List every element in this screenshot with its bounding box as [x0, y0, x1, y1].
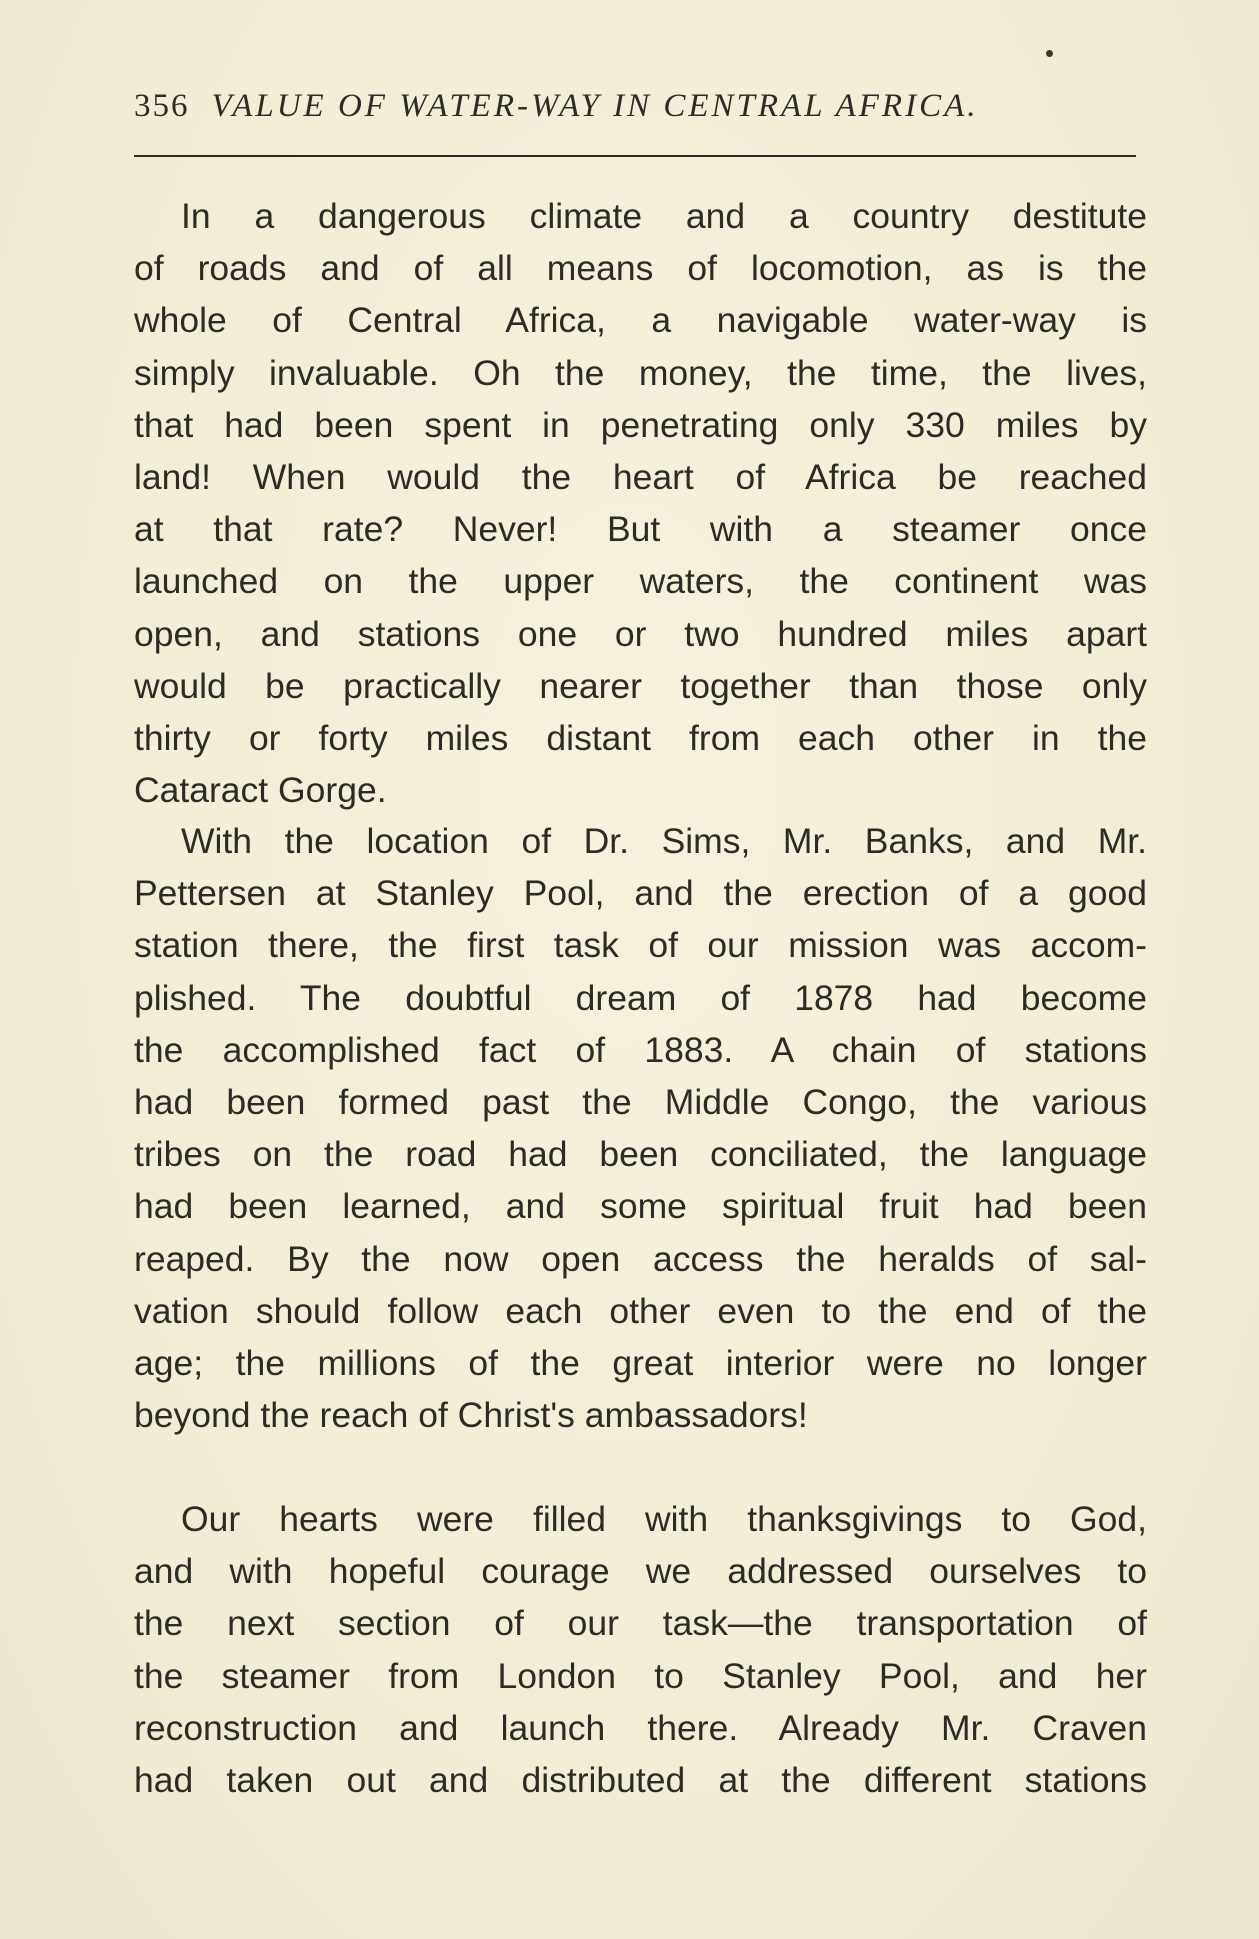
- page-number: 356: [134, 88, 190, 124]
- text-line: the steamer from London to Stanley Pool, and her: [134, 1655, 1147, 1696]
- text-line: would be practically nearer together than those only: [134, 665, 1147, 706]
- text-line: Our hearts were filled with thanksgivings to God,: [181, 1499, 1147, 1539]
- text-line: tribes on the road had been conciliated, the language: [134, 1134, 1147, 1175]
- text-line: that had been spent in penetrating only 330 miles by: [134, 404, 1147, 445]
- text-line: plished. The doubtful dream of 1878 had become: [134, 977, 1147, 1018]
- text-line: of roads and of all means of locomotion, as is the: [134, 248, 1147, 289]
- text-line: beyond the reach of Christ's ambassadors!: [134, 1395, 808, 1436]
- paragraph-2: [134, 815, 1147, 1441]
- text-line: Cataract Gorge.: [134, 770, 387, 811]
- text-line: station there, the first task of our mission was accom-: [134, 925, 1147, 966]
- text-line: reconstruction and launch there. Already Mr. Craven: [134, 1707, 1147, 1748]
- text-line: had taken out and distributed at the different stations: [134, 1759, 1147, 1800]
- text-line: simply invaluable. Oh the money, the time, the lives,: [134, 352, 1147, 393]
- text-line: age; the millions of the great interior were no longer: [134, 1342, 1147, 1383]
- text-line: Pettersen at Stanley Pool, and the erection of a good: [134, 873, 1147, 914]
- text-line: vation should follow each other even to the end of the: [134, 1290, 1147, 1331]
- header-rule: [134, 155, 1136, 157]
- text-line: launched on the upper waters, the continent was: [134, 561, 1147, 602]
- text-line: the accomplished fact of 1883. A chain of stations: [134, 1029, 1147, 1070]
- ink-speck: [1046, 50, 1053, 57]
- paragraph-1: [134, 190, 1147, 816]
- text-line: whole of Central Africa, a navigable water-way is: [134, 300, 1147, 341]
- text-line: reaped. By the now open access the heralds of sal-: [134, 1238, 1147, 1279]
- text-line: thirty or forty miles distant from each other in the: [134, 717, 1147, 758]
- text-line: had been formed past the Middle Congo, the various: [134, 1081, 1147, 1122]
- text-line: the next section of our task—the transportation of: [134, 1603, 1147, 1644]
- paragraph-3: [134, 1493, 1147, 1806]
- page-header: [134, 88, 1134, 138]
- text-line: land! When would the heart of Africa be reached: [134, 456, 1147, 497]
- text-line: at that rate? Never! But with a steamer once: [134, 509, 1147, 550]
- text-line: and with hopeful courage we addressed ourselves to: [134, 1551, 1147, 1592]
- text-line: open, and stations one or two hundred miles apart: [134, 613, 1147, 654]
- running-title: VALUE OF WATER-WAY IN CENTRAL AFRICA.: [211, 88, 979, 124]
- text-line: With the location of Dr. Sims, Mr. Banks, and Mr.: [181, 821, 1147, 861]
- text-line: had been learned, and some spiritual fruit had been: [134, 1186, 1147, 1227]
- text-line: In a dangerous climate and a country destitute: [181, 196, 1147, 236]
